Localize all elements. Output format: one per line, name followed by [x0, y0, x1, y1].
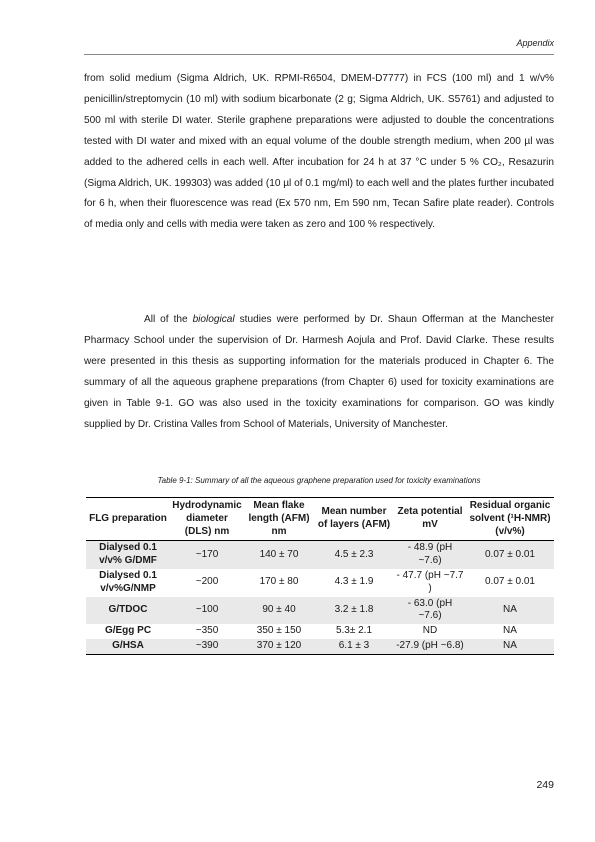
cell-zeta: ND: [422, 625, 438, 637]
col-header-number-of-layers: Mean number of layers (AFM): [314, 498, 394, 541]
cell-diameter: ~100: [170, 597, 244, 625]
cell-solvent: 0.07 ± 0.01: [466, 541, 554, 569]
col-header-residual-solvent: Residual organic solvent (¹H-NMR) (v/v%): [466, 498, 554, 541]
running-header: Appendix: [516, 38, 554, 48]
col-header-preparation: FLG preparation: [86, 498, 170, 541]
col-header-hydrodynamic-diameter: Hydrodynamic diameter (DLS) nm: [170, 498, 244, 541]
cell-diameter: ~390: [170, 639, 244, 654]
cell-flake-length: 90 ± 40: [244, 597, 314, 625]
cell-layers: 6.1 ± 3: [314, 639, 394, 654]
table-row: [86, 541, 554, 569]
table-row: [86, 624, 554, 639]
cell-preparation: G/TDOC: [86, 597, 170, 625]
cell-flake-length: 350 ± 150: [256, 625, 302, 637]
cell-preparation: G/Egg PC: [104, 625, 152, 637]
cell-zeta: - 63.0 (pH ~7.6): [394, 597, 466, 625]
cell-layers: 5.3± 2.1: [335, 625, 373, 637]
cell-diameter: ~170: [170, 541, 244, 569]
cell-flake-length: 140 ± 70: [244, 541, 314, 569]
cell-preparation: G/HSA: [86, 639, 170, 654]
graphene-summary-table: [86, 497, 554, 655]
header-rule: [84, 54, 554, 55]
cell-zeta: - 48.9 (pH ~7.6): [394, 541, 466, 569]
cell-solvent: 0.07 ± 0.01: [485, 576, 535, 588]
cell-flake-length: 170 ± 80: [259, 576, 299, 588]
para2-text-before: All of the: [144, 314, 193, 325]
cell-solvent: NA: [466, 639, 554, 654]
paragraph-methods: from solid medium (Sigma Aldrich, UK. RPMI-R6504, DMEM-D7777) in FCS (100 ml) and 1 w/v% penicillin/streptomycin (10 ml) with sodium bicarbonate (2 g; Sigma Aldrich, UK. S5761) and adjusted to 500 ml with sterile DI water. Sterile graphene preparations were adjusted to double the concentrations tested with DI water and mixed with an equal volume of the double strength medium, when 200 µl was added to the adhered cells in each well. After incubation for 24 h at 37 °C under 5 % CO₂, Resazurin (Sigma Aldrich, UK. 199303) was added (10 µl of 0.1 mg/ml) to each well and the plates further incubated for 6 h, when their fluorescence was read (Ex 570 nm, Em 590 nm, Tecan Safire plate reader). Controls of media only and cells with media were taken as zero and 100 % respectively.: [84, 73, 554, 231]
paragraph-biological-studies: [84, 310, 554, 435]
table-caption: Table 9-1: Summary of all the aqueous graphene preparation used for toxicity examinations: [157, 476, 481, 485]
cell-preparation: Dialysed 0.1 v/v% G/DMF: [86, 541, 170, 569]
col-header-zeta-potential: Zeta potential mV: [394, 498, 466, 541]
table-row: [86, 569, 554, 597]
para2-emphasis: biological: [192, 314, 235, 325]
table-row: [86, 639, 554, 654]
cell-solvent: NA: [503, 625, 517, 637]
cell-preparation: Dialysed 0.1 v/v%G/NMP: [99, 569, 157, 594]
cell-flake-length: 370 ± 120: [244, 639, 314, 654]
cell-layers: 3.2 ± 1.8: [314, 597, 394, 625]
cell-layers: 4.3 ± 1.9: [334, 576, 374, 588]
table-row: [86, 597, 554, 625]
cell-diameter: ~350: [195, 625, 219, 637]
table-header-row: [86, 498, 554, 541]
para2-text-after: studies were performed by Dr. Shaun Offerman at the Manchester Pharmacy School under the supervision of Dr. Harmesh Aojula and Prof. David Clarke. These results were presented in this thesis as supporting information for the materials produced in Chapter 6. The summary of all the aqueous graphene preparations (from Chapter 6) used for toxicity examinations are given in Table 9-1. GO was also used in the toxicity examinations for comparison. GO was kindly supplied by Dr. Cristina Valles from School of Materials, University of Manchester.: [84, 314, 554, 430]
cell-layers: 4.5 ± 2.3: [314, 541, 394, 569]
cell-diameter: ~200: [195, 576, 219, 588]
page-number: 249: [536, 779, 554, 791]
cell-zeta: -27.9 (pH ~6.8): [394, 639, 466, 654]
col-header-flake-length: Mean flake length (AFM) nm: [244, 498, 314, 541]
cell-solvent: NA: [466, 597, 554, 625]
cell-zeta: - 47.7 (pH ~7.7 ): [396, 569, 464, 594]
